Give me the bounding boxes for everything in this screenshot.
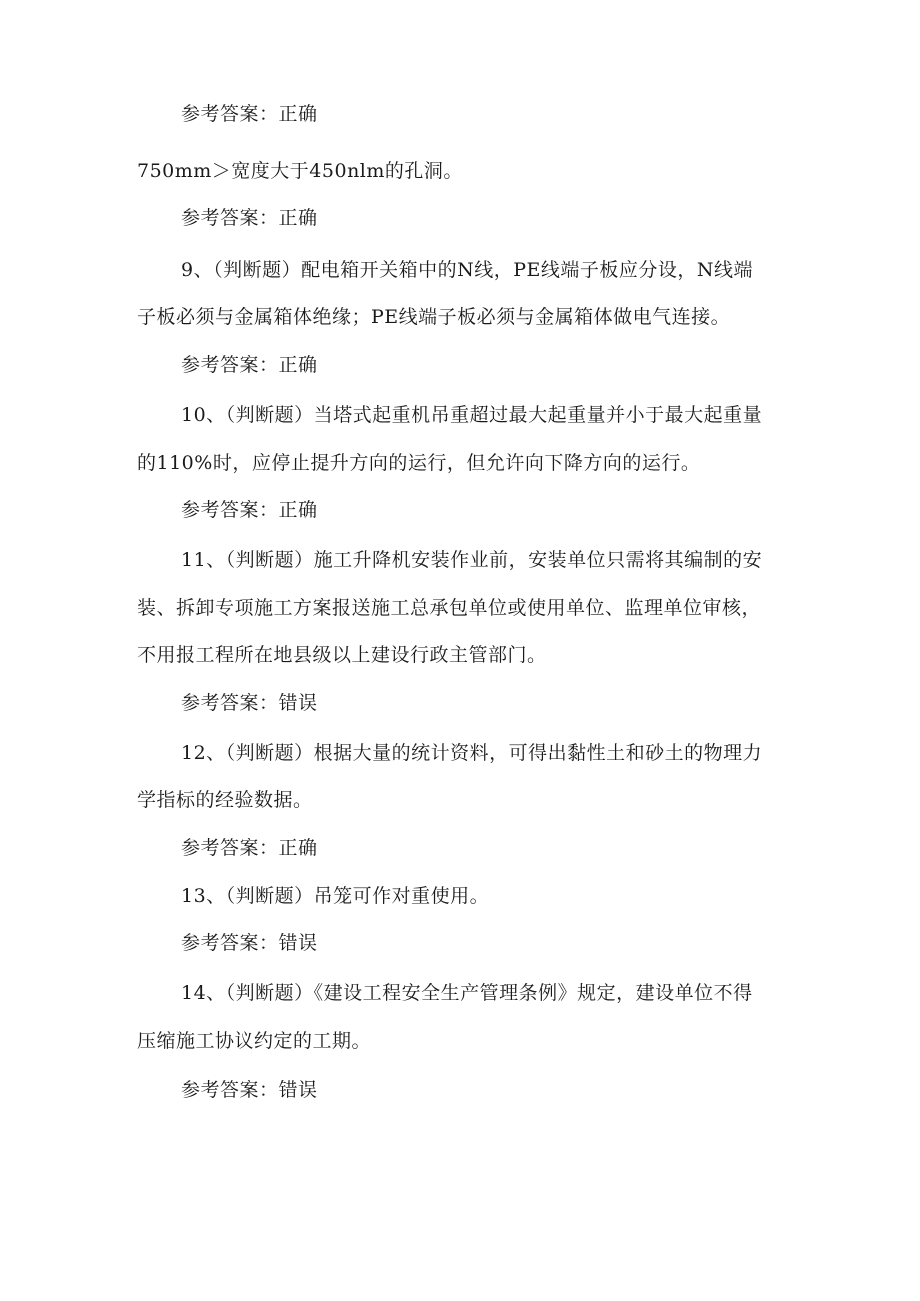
question-12-line-2: 学指标的经验数据。 [137, 789, 313, 811]
question-9-line-1: 9、（判断题）配电箱开关箱中的N线，PE线端子板应分设，N线端 [181, 259, 753, 281]
question-text-line: 750mm＞宽度大于450nlm的孔洞。 [137, 160, 463, 182]
question-11-line-2: 装、拆卸专项施工方案报送施工总承包单位或使用单位、监理单位审核， [137, 597, 762, 619]
answer-line: 参考答案：正确 [181, 103, 318, 125]
question-11-line-1: 11、（判断题）施工升降机安装作业前，安装单位只需将其编制的安 [181, 549, 763, 571]
answer-line: 参考答案：正确 [181, 499, 318, 521]
question-10-line-1: 10、（判断题）当塔式起重机吊重超过最大起重量并小于最大起重量 [181, 404, 763, 426]
question-12-line-1: 12、（判断题）根据大量的统计资料，可得出黏性土和砂土的物理力 [181, 742, 763, 764]
question-11-line-3: 不用报工程所在地县级以上建设行政主管部门。 [137, 644, 547, 666]
answer-line: 参考答案：错误 [181, 1079, 318, 1101]
answer-line: 参考答案：正确 [181, 354, 318, 376]
question-10-line-2: 的110%时，应停止提升方向的运行，但允许向下降方向的运行。 [137, 452, 701, 474]
answer-line: 参考答案：错误 [181, 692, 318, 714]
answer-line: 参考答案：正确 [181, 207, 318, 229]
answer-line: 参考答案：正确 [181, 837, 318, 859]
answer-line: 参考答案：错误 [181, 932, 318, 954]
question-13-line-1: 13、（判断题）吊笼可作对重使用。 [181, 885, 490, 907]
question-9-line-2: 子板必须与金属箱体绝缘；PE线端子板必须与金属箱体做电气连接。 [137, 306, 731, 328]
question-14-line-1: 14、（判断题）《建设工程安全生产管理条例》规定，建设单位不得 [181, 982, 753, 1004]
question-14-line-2: 压缩施工协议约定的工期。 [137, 1030, 372, 1052]
